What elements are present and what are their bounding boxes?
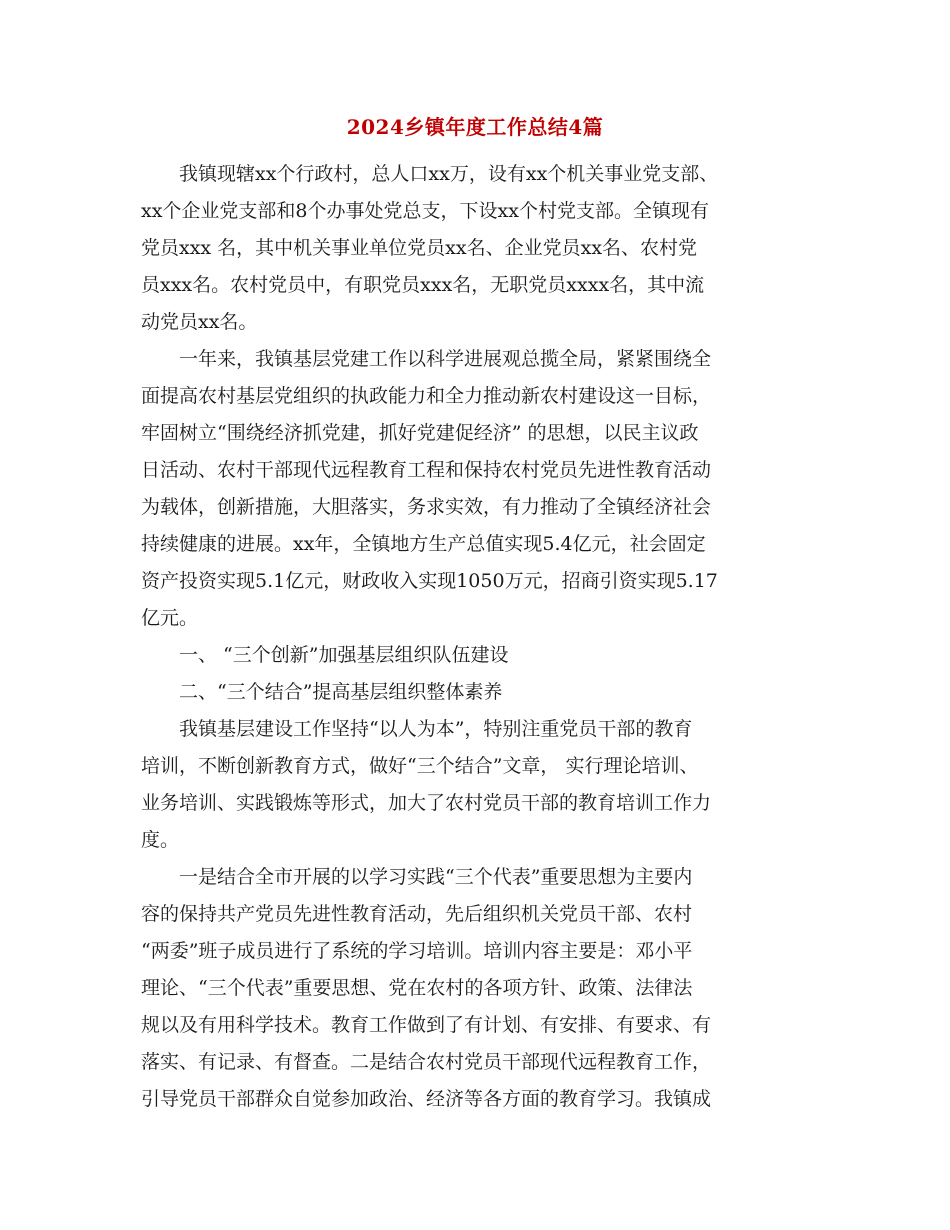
section-heading: 一、 “三个创新”加强基层组织队伍建设: [141, 644, 509, 666]
body-line: “两委”班子成员进行了系统的学习培训。培训内容主要是：邓小平: [141, 940, 693, 962]
body-line: 培训，不断创新教育方式，做好“三个结合”文章， 实行理论培训、: [141, 755, 699, 777]
body-line: 动党员xx名。: [141, 311, 258, 333]
document-body: [141, 156, 809, 1118]
body-line: 一年来，我镇基层党建工作以科学进展观总揽全局，紧紧围绕全: [141, 348, 712, 370]
body-line: 日活动、农村干部现代远程教育工程和保持农村党员先进性教育活动: [141, 459, 712, 481]
body-line: 面提高农村基层党组织的执政能力和全力推动新农村建设这一目标，: [141, 385, 712, 407]
body-line: 容的保持共产党员先进性教育活动，先后组织机关党员干部、农村: [141, 903, 693, 925]
body-line: 员xxx名。农村党员中，有职党员xxx名，无职党员xxxx名，其中流: [141, 274, 705, 296]
body-line: 为载体，创新措施，大胆落实，务求实效，有力推动了全镇经济社会: [141, 496, 712, 518]
body-line: 引导党员干部群众自觉参加政治、经济等各方面的教育学习。我镇成: [141, 1088, 712, 1110]
section-heading: 二、“三个结合”提高基层组织整体素养: [141, 681, 503, 703]
body-line: xx个企业党支部和8个办事处党总支，下设xx个村党支部。全镇现有: [141, 200, 709, 222]
body-line: 党员xxx 名，其中机关事业单位党员xx名、企业党员xx名、农村党: [141, 237, 698, 259]
body-line: 业务培训、实践锻炼等形式，加大了农村党员干部的教育培训工作力: [141, 792, 712, 814]
document-title: 2024乡镇年度工作总结4篇: [346, 115, 604, 139]
body-line: 资产投资实现5.1亿元，财政收入实现1050万元，招商引资实现5.17: [141, 570, 718, 592]
body-line: 落实、有记录、有督查。二是结合农村党员干部现代远程教育工作，: [141, 1051, 712, 1073]
body-line: 我镇现辖xx个行政村，总人口xx万，设有xx个机关事业党支部、: [141, 163, 719, 185]
body-line: 规以及有用科学技术。教育工作做到了有计划、有安排、有要求、有: [141, 1014, 712, 1036]
body-line: 牢固树立“围绕经济抓党建，抓好党建促经济” 的思想，以民主议政: [141, 422, 699, 444]
body-line: 理论、“三个代表”重要思想、党在农村的各项方针、政策、法律法: [141, 977, 693, 999]
body-line: 我镇基层建设工作坚持“以人为本”，特别注重党员干部的教育: [141, 718, 693, 740]
body-line: 一是结合全市开展的以学习实践“三个代表”重要思想为主要内: [141, 866, 693, 888]
body-line: 度。: [141, 829, 180, 851]
body-line: 亿元。: [141, 607, 199, 629]
body-line: 持续健康的进展。xx年，全镇地方生产总值实现5.4亿元，社会固定: [141, 533, 706, 555]
